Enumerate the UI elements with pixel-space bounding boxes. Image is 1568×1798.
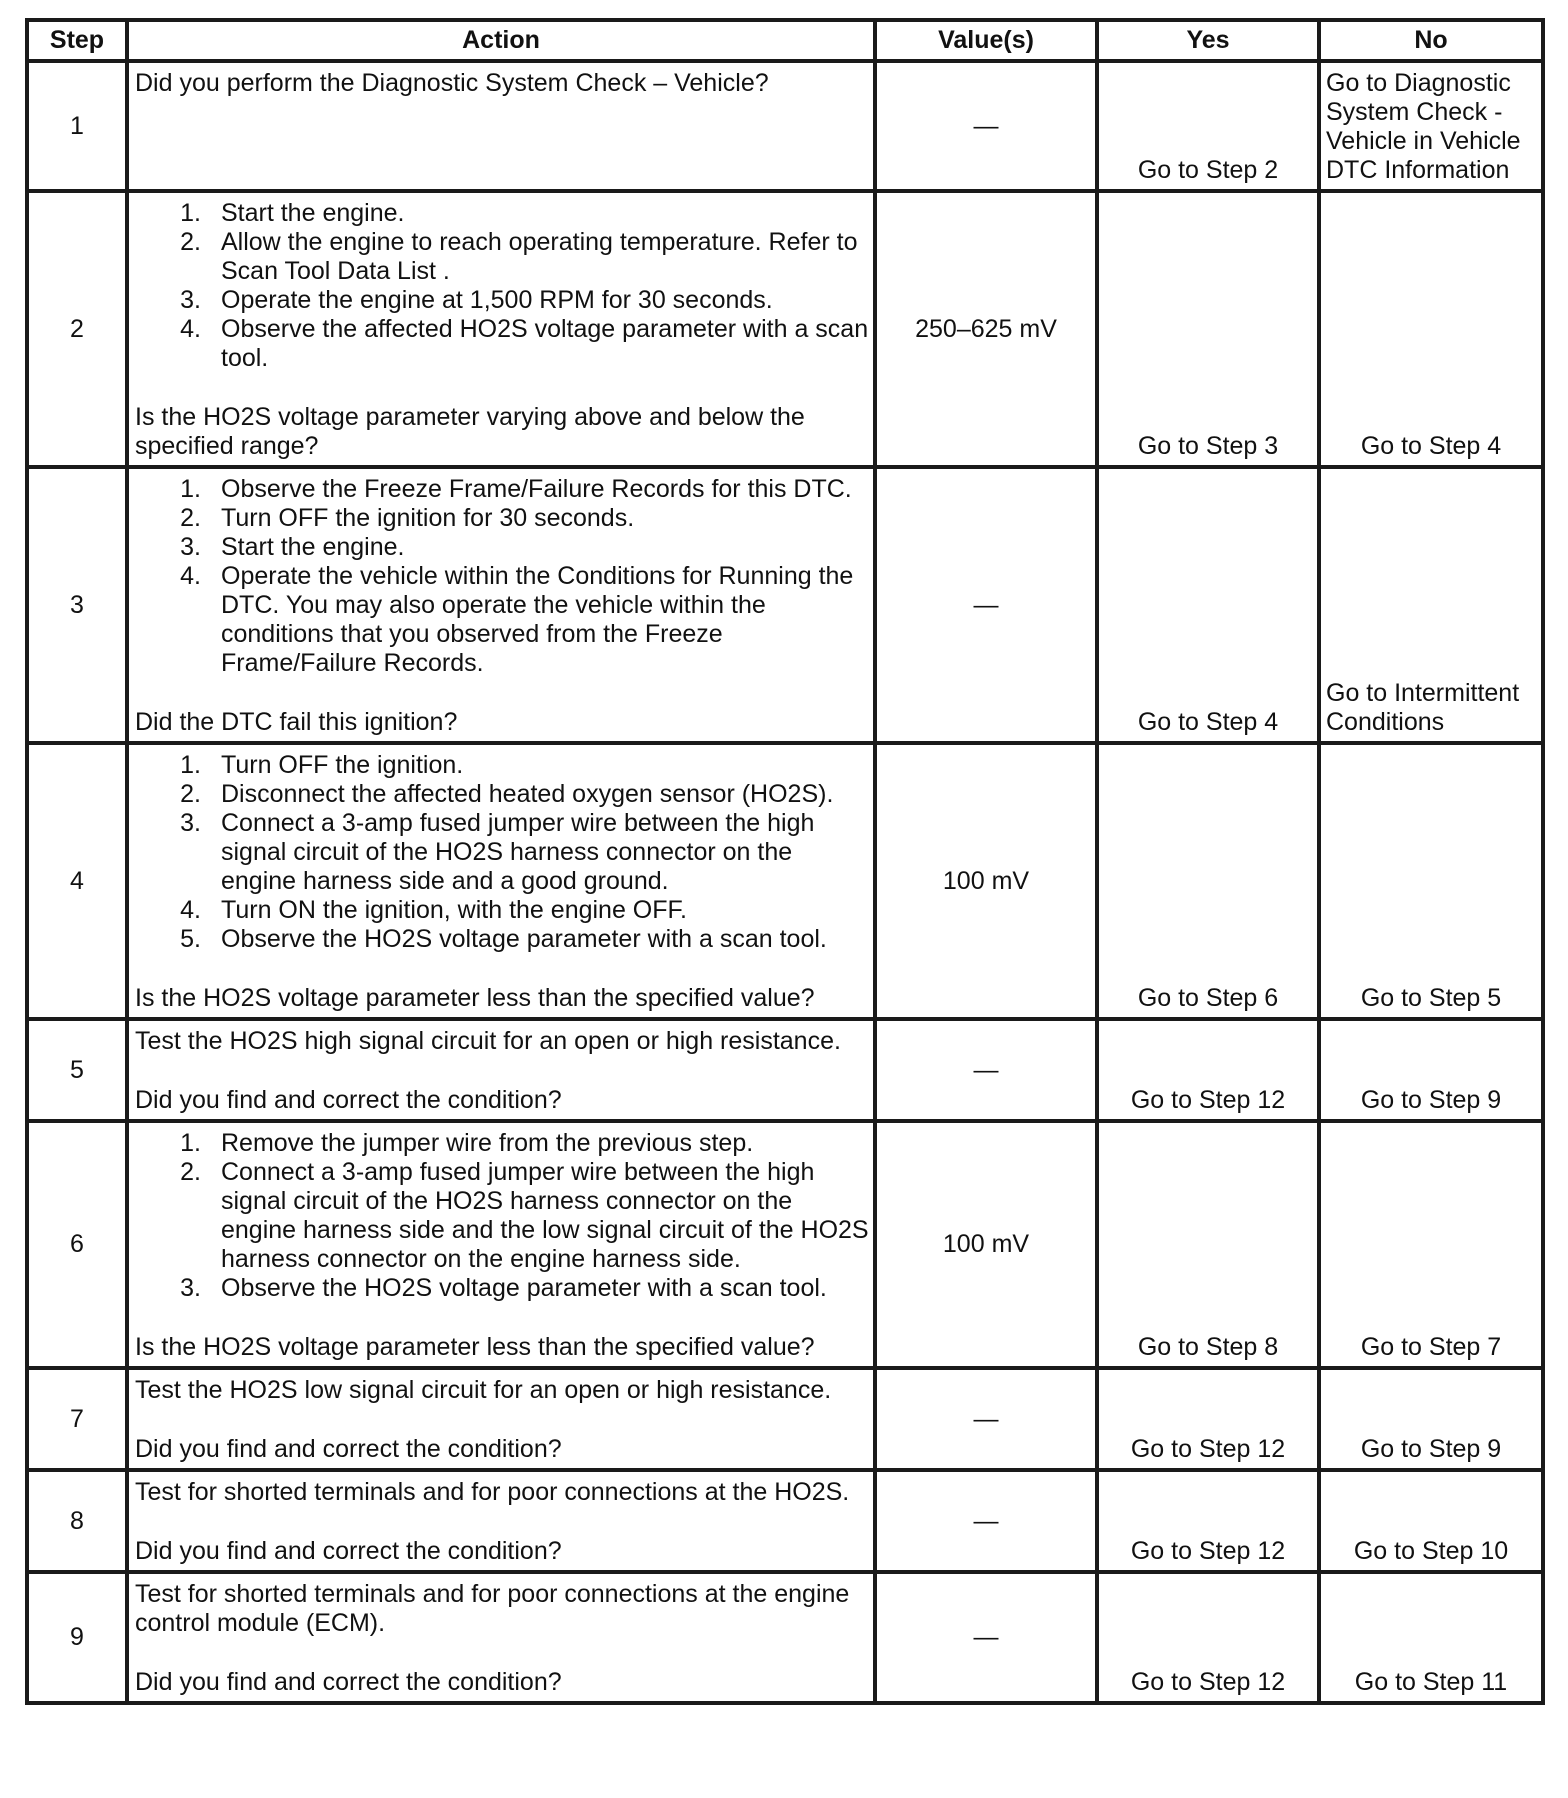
list-item: 4. Observe the affected HO2S voltage parameter with a scan tool. [180, 315, 869, 372]
action-list [135, 199, 869, 373]
list-item: 3. Connect a 3-amp fused jumper wire between the high signal circuit of the HO2S harness connector on the engine harness side and a good ground. [180, 809, 815, 895]
value-cell: — [875, 1368, 1097, 1470]
table-row [27, 1470, 1543, 1572]
value-cell: — [875, 1019, 1097, 1121]
value-cell: 250–625 mV [875, 191, 1097, 467]
step-number: 2 [27, 191, 127, 467]
list-item: 2. Connect a 3-amp fused jumper wire between the high signal circuit of the HO2S harness connector on the engine harness side and the low signal circuit of the HO2S harness connector on the engine harness side. [180, 1158, 869, 1273]
table-row [27, 1368, 1543, 1470]
no-cell: Go to Step 10 [1319, 1470, 1543, 1572]
list-item: 5. Observe the HO2S voltage parameter with a scan tool. [180, 925, 827, 953]
action-question: Did you find and correct the condition? [135, 1668, 562, 1696]
yes-cell: Go to Step 12 [1097, 1470, 1319, 1572]
action-cell [127, 1368, 875, 1470]
action-cell [127, 1019, 875, 1121]
action-cell [127, 743, 875, 1019]
action-question: Is the HO2S voltage parameter varying above and below the specified range? [135, 403, 805, 460]
action-question: Did the DTC fail this ignition? [135, 708, 458, 736]
value-cell: — [875, 467, 1097, 743]
header-action: Action [127, 20, 875, 61]
list-item: 1. Turn OFF the ignition. [180, 751, 464, 779]
step-number: 5 [27, 1019, 127, 1121]
action-question: Did you find and correct the condition? [135, 1086, 562, 1114]
list-item: 1. Remove the jumper wire from the previous step. [180, 1129, 754, 1157]
yes-cell: Go to Step 3 [1097, 191, 1319, 467]
action-cell [127, 1572, 875, 1703]
step-number: 8 [27, 1470, 127, 1572]
header-no: No [1319, 20, 1543, 61]
list-item: 2. Disconnect the affected heated oxygen sensor (HO2S). [180, 780, 834, 808]
table-row [27, 1572, 1543, 1703]
diagnostic-table [25, 18, 1545, 1705]
yes-cell: Go to Step 2 [1097, 61, 1319, 191]
no-cell: Go to Diagnostic System Check - Vehicle in Vehicle DTC Information [1319, 61, 1543, 191]
yes-cell: Go to Step 4 [1097, 467, 1319, 743]
table-row [27, 743, 1543, 1019]
action-question: Is the HO2S voltage parameter less than the specified value? [135, 984, 815, 1012]
action-intro: Test for shorted terminals and for poor connections at the HO2S. [135, 1478, 850, 1506]
list-item: 2. Turn OFF the ignition for 30 seconds. [180, 504, 635, 532]
step-number: 1 [27, 61, 127, 191]
step-number: 6 [27, 1121, 127, 1368]
value-cell: — [875, 61, 1097, 191]
value-cell: 100 mV [875, 743, 1097, 1019]
action-list [135, 751, 869, 954]
list-item: 3. Observe the HO2S voltage parameter with a scan tool. [180, 1274, 827, 1302]
no-cell: Go to Step 7 [1319, 1121, 1543, 1368]
list-item: 1. Observe the Freeze Frame/Failure Records for this DTC. [180, 475, 852, 503]
yes-cell: Go to Step 12 [1097, 1572, 1319, 1703]
list-item: 2. Allow the engine to reach operating temperature. Refer to Scan Tool Data List . [180, 228, 858, 285]
list-item: 4. Turn ON the ignition, with the engine OFF. [180, 896, 687, 924]
list-item: 1. Start the engine. [180, 199, 405, 227]
action-cell [127, 467, 875, 743]
action-intro: Test the HO2S low signal circuit for an open or high resistance. [135, 1376, 832, 1404]
no-cell: Go to Step 5 [1319, 743, 1543, 1019]
step-number: 7 [27, 1368, 127, 1470]
action-cell [127, 1470, 875, 1572]
no-cell: Go to Step 9 [1319, 1368, 1543, 1470]
value-cell: 100 mV [875, 1121, 1097, 1368]
action-intro: Did you perform the Diagnostic System Check – Vehicle? [135, 69, 769, 97]
header-values: Value(s) [875, 20, 1097, 61]
action-cell [127, 191, 875, 467]
action-question: Is the HO2S voltage parameter less than the specified value? [135, 1333, 815, 1361]
action-intro: Test the HO2S high signal circuit for an open or high resistance. [135, 1027, 841, 1055]
list-item: 3. Operate the engine at 1,500 RPM for 30 seconds. [180, 286, 773, 314]
action-intro: Test for shorted terminals and for poor connections at the engine control module (ECM). [135, 1580, 850, 1637]
no-cell: Go to Step 11 [1319, 1572, 1543, 1703]
header-yes: Yes [1097, 20, 1319, 61]
action-question: Did you find and correct the condition? [135, 1435, 562, 1463]
header-row [27, 20, 1543, 61]
table-row [27, 191, 1543, 467]
list-item: 3. Start the engine. [180, 533, 405, 561]
header-step: Step [27, 20, 127, 61]
value-cell: — [875, 1470, 1097, 1572]
yes-cell: Go to Step 12 [1097, 1368, 1319, 1470]
action-list [135, 475, 869, 678]
table-row [27, 467, 1543, 743]
yes-cell: Go to Step 8 [1097, 1121, 1319, 1368]
table-row [27, 1019, 1543, 1121]
no-cell: Go to Intermittent Conditions [1319, 467, 1543, 743]
list-item: 4. Operate the vehicle within the Conditions for Running the DTC. You may also operate the vehicle within the conditions that you observed from the Freeze Frame/Failure Records. [180, 562, 854, 677]
action-cell [127, 1121, 875, 1368]
table-row [27, 1121, 1543, 1368]
step-number: 4 [27, 743, 127, 1019]
action-list [135, 1129, 869, 1303]
step-number: 3 [27, 467, 127, 743]
value-cell: — [875, 1572, 1097, 1703]
action-cell [127, 61, 875, 191]
no-cell: Go to Step 4 [1319, 191, 1543, 467]
yes-cell: Go to Step 6 [1097, 743, 1319, 1019]
yes-cell: Go to Step 12 [1097, 1019, 1319, 1121]
no-cell: Go to Step 9 [1319, 1019, 1543, 1121]
table-row [27, 61, 1543, 191]
action-question: Did you find and correct the condition? [135, 1537, 562, 1565]
step-number: 9 [27, 1572, 127, 1703]
